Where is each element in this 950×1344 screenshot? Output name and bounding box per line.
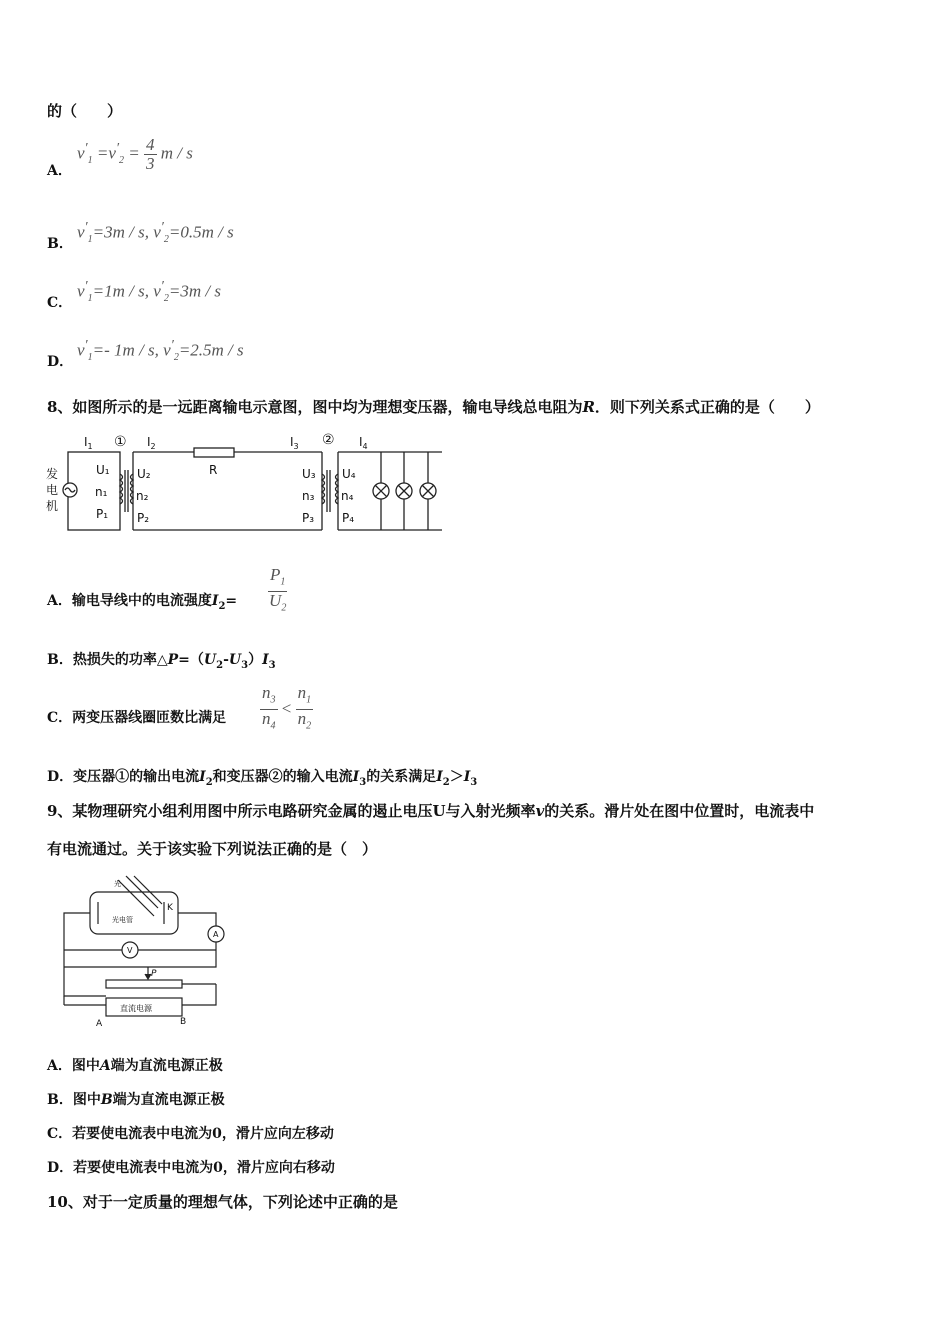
q9-option-d: D．若要使电流表中电流为0，滑片应向右移动 [47, 1160, 335, 1176]
q9-stem-line-2: 有电流通过。关于该实验下列说法正确的是（ ） [47, 840, 378, 858]
label-phototube: 光电管 [112, 916, 133, 924]
label-P3: P₃ [302, 511, 315, 525]
label-K: K [167, 903, 173, 913]
label-U1: U₁ [96, 463, 110, 477]
q7-option-c-label: C． [47, 295, 73, 311]
label-gen-3: 机 [46, 499, 59, 513]
label-end-A: A [96, 1019, 103, 1029]
q9-option-a: A．图中A端为直流电源正极 [47, 1058, 223, 1074]
label-P1: P₁ [96, 507, 109, 521]
label-dc-source: 直流电源 [120, 1004, 152, 1013]
q8-option-c-inequality: $\frac{n_3}{n_4}$ < $\frac{n_1}{n_2}$ [262, 683, 312, 732]
label-n1: n₁ [95, 485, 108, 499]
q7-option-d-label: D． [47, 354, 74, 370]
label-transformer-2: ② [322, 432, 335, 448]
label-end-B: B [180, 1017, 187, 1027]
q8-option-d: D．变压器①的输出电流$I_2$和变压器②的输入电流$I_3$的关系满足$I_2>I_3$ [47, 769, 478, 788]
label-transformer-1: ① [114, 434, 127, 450]
q7-option-b-formula: $v'_1=3m / s$, $v'_2=0.5m / s$ [77, 219, 234, 246]
q7-option-d-formula: $v'_1=-$ 1m / s, $v'_2=2.5m / s$ [77, 337, 244, 364]
q8-option-c: C．两变压器线圈匝数比满足 [47, 710, 227, 726]
q8-stem: 8、如图所示的是一远距离输电示意图，图中均为理想变压器，输电导线总电阻为R．则下列关系式正确的是（ ） [47, 398, 820, 416]
label-I2: $I_2$ [147, 435, 156, 451]
q9-option-b: B．图中B端为直流电源正极 [47, 1092, 225, 1108]
label-I4: $I_4$ [359, 435, 368, 451]
label-I3: $I_3$ [290, 435, 299, 451]
label-n2: n₂ [136, 489, 149, 503]
ammeter-label: A [213, 930, 219, 939]
label-gen-1: 发 [46, 467, 59, 481]
voltmeter-label: V [127, 946, 133, 955]
q8-option-a-fraction: $\frac{P_1}{U_2}$ [269, 565, 287, 614]
q7-stem-tail: 的（ ） [47, 102, 123, 120]
q9-stem-line-1: 9、某物理研究小组利用图中所示电路研究金属的遏止电压U与入射光频率v的关系。滑片处在图中位置时，电流表中 [47, 802, 815, 820]
label-light: 光 [114, 880, 121, 888]
q9-circuit-diagram [58, 872, 238, 1032]
label-U3: U₃ [302, 467, 316, 481]
q7-option-a-label: A． [47, 163, 72, 179]
q8-option-b: B．热损失的功率$\triangle P=(U_2-U_3)I_3$ [47, 652, 276, 671]
label-U4: U₄ [342, 467, 356, 481]
label-P: P [151, 969, 157, 979]
q7-option-a-formula: $v'_1 =v'_2$ = $\frac{4}{3}$ m / s [77, 135, 193, 173]
q7-option-c-formula: $v'_1=1m / s$, $v'_2=3m / s$ [77, 278, 221, 305]
label-P2: P₂ [137, 511, 150, 525]
q8-circuit-diagram [44, 430, 446, 540]
label-n3: n₃ [302, 489, 315, 503]
label-n4: n₄ [341, 489, 354, 503]
label-P4: P₄ [342, 511, 355, 525]
label-U2: U₂ [137, 467, 151, 481]
q9-option-c: C．若要使电流表中电流为0，滑片应向左移动 [47, 1126, 334, 1142]
q10-stem: 10、对于一定质量的理想气体，下列论述中正确的是 [47, 1193, 398, 1211]
label-R: R [209, 463, 218, 477]
q8-option-a: A．输电导线中的电流强度$I_2=$ [47, 593, 238, 612]
label-I1: $I_1$ [84, 435, 93, 451]
q7-option-b-label: B． [47, 236, 73, 252]
label-gen-2: 电 [46, 483, 59, 497]
